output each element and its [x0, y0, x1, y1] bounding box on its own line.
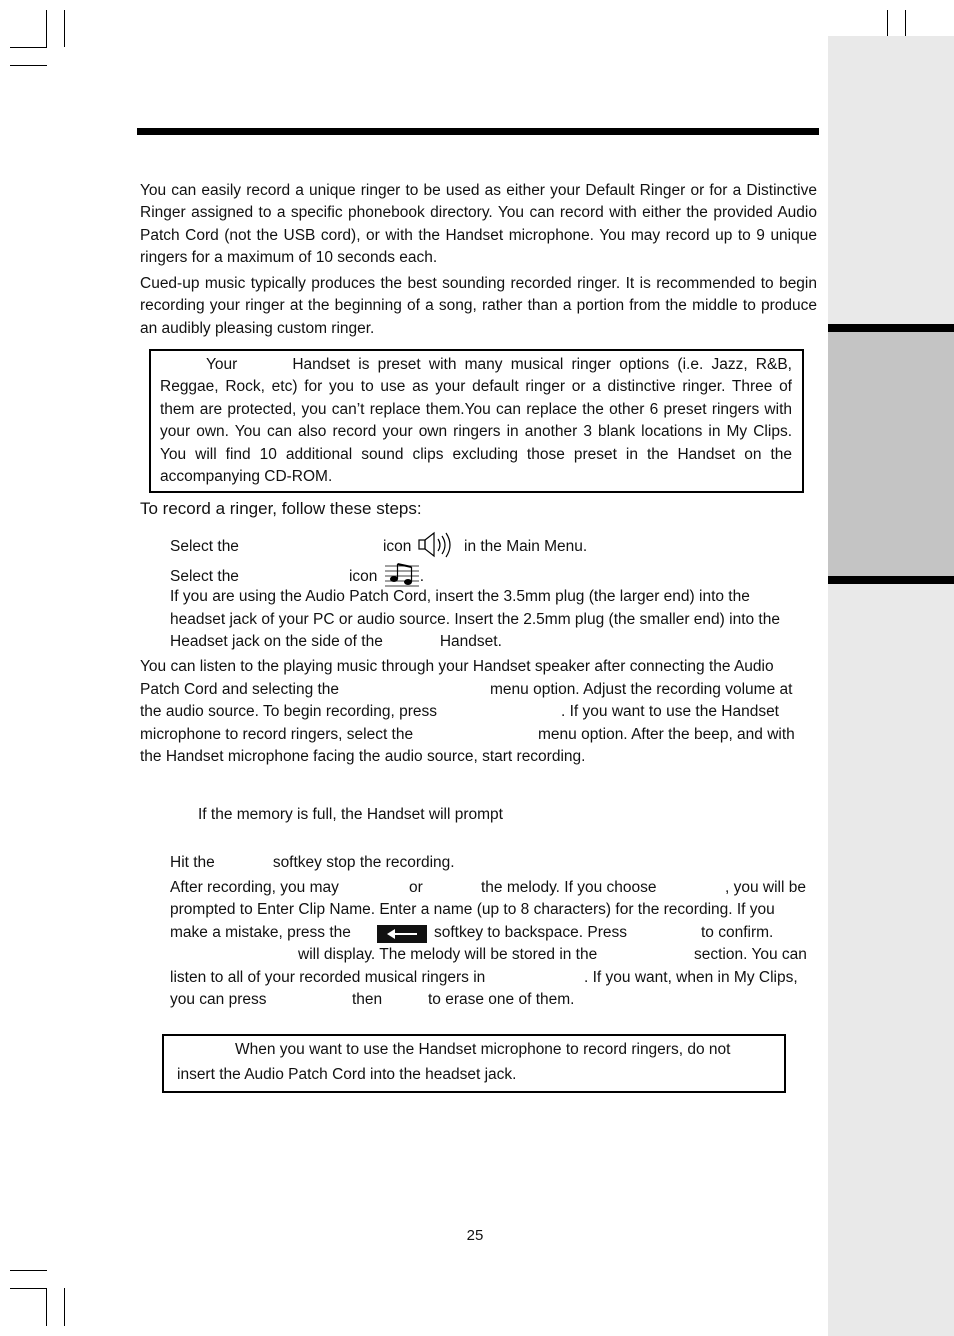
- after-line-1: [170, 877, 817, 899]
- after-line-1-b: or: [409, 879, 423, 896]
- section-tab-bottom-band: [828, 576, 954, 584]
- after-line-3-c: to confirm.: [701, 924, 774, 941]
- step-3-line-2: headset jack of your PC or audio source. Insert the 2.5mm plug (the smaller end) into the: [170, 611, 780, 628]
- after-line-6-b: then: [352, 991, 383, 1008]
- music-notes-icon: [384, 561, 420, 589]
- after-line-3: [170, 922, 817, 944]
- after-line-3-a: make a mistake, press the: [170, 924, 351, 941]
- section-tab-top-band: [828, 324, 954, 332]
- step-stop-a: Hit the: [170, 854, 215, 871]
- listen-line-5: the Handset microphone facing the audio source, start recording.: [140, 748, 586, 765]
- step-3-line-3: [170, 631, 502, 653]
- after-line-4-b: section. You can: [694, 946, 807, 963]
- steps-heading: To record a ringer, follow these steps:: [140, 499, 422, 518]
- step-1-text-a: Select the: [170, 538, 239, 555]
- step-2-text-a: Select the: [170, 568, 239, 585]
- note-box-1-body: Handset is preset with many musical ringer options (i.e. Jazz, R&B, Reggae, Rock, etc) for you to use as your default ringer or a distinctive ringer. Three of them are protected, you can’t replace them.You can replace the other 6 preset ringers with your own. You can also record your own ringers in another 3 blank locations in My Clips. You will find 10 additional sound clips excluding those preset in the Handset on the accompanying CD-ROM.: [160, 356, 792, 486]
- after-line-1-d: , you will be: [725, 879, 806, 896]
- listen-line-3-b: . If you want to use the Handset: [561, 703, 779, 720]
- note-box-2-line-2: insert the Audio Patch Cord into the headset jack.: [177, 1066, 517, 1083]
- speaker-icon: [418, 530, 458, 560]
- after-line-6: [170, 989, 817, 1011]
- intro-paragraph-2: Cued-up music typically produces the best sounding recorded ringer. It is recommended to begin recording your ringer at the beginning of a song, rather than a portion from the middle to produce an audibly pleasing custom ringer.: [140, 275, 817, 337]
- listen-line-2-a: Patch Cord and selecting the: [140, 681, 340, 698]
- after-line-2: prompted to Enter Clip Name. Enter a name (up to 8 characters) for the recording. If you: [170, 901, 775, 918]
- listen-line-1: You can listen to the playing music through your Handset speaker after connecting the Audio: [140, 658, 774, 675]
- after-line-4-a: will display. The melody will be stored in the: [298, 946, 598, 963]
- listen-line-4-b: menu option. After the beep, and with: [538, 726, 795, 743]
- note-box-microphone: [162, 1034, 786, 1093]
- step-stop-recording: [170, 852, 455, 874]
- step-2-text-c: .: [419, 568, 424, 585]
- header-rule: [137, 128, 819, 135]
- step-3-line-3-a: Headset jack on the side of the: [170, 633, 383, 650]
- listen-line-3: [140, 701, 817, 723]
- step-2: [170, 561, 424, 589]
- step-3-line-3-b: Handset.: [439, 633, 502, 650]
- listen-line-2-b: menu option. Adjust the recording volume at: [490, 681, 793, 698]
- memory-full-note: If the memory is full, the Handset will prompt: [198, 806, 503, 823]
- step-3-line-1: If you are using the Audio Patch Cord, insert the 3.5mm plug (the larger end) into the: [170, 588, 750, 605]
- step-stop-b: softkey stop the recording.: [272, 854, 455, 871]
- after-line-1-c: the melody. If you choose: [481, 879, 657, 896]
- step-1: [170, 530, 587, 560]
- after-line-1-a: After recording, you may: [170, 879, 339, 896]
- section-tab: [828, 324, 954, 584]
- step-1-text-c: in the Main Menu.: [464, 538, 588, 555]
- listen-line-2: [140, 679, 817, 701]
- note-box-1-lead: Your: [206, 356, 238, 373]
- listen-line-3-a: the audio source. To begin recording, press: [140, 703, 437, 720]
- step-1-text-b: icon: [382, 538, 412, 555]
- note-box-1-text: [160, 354, 792, 488]
- intro-paragraph-1: You can easily record a unique ringer to be used as either your Default Ringer or for a Distinctive Ringer assigned to a specific phonebook directory. You can record with either the provided Audio Patch Cord (not the USB cord), or with the Handset microphone. You may record up to 9 unique ringers for a maximum of 10 seconds each.: [140, 182, 817, 267]
- after-line-5-a: listen to all of your recorded musical ringers in: [170, 969, 486, 986]
- listen-line-4: [140, 724, 817, 746]
- after-line-6-a: you can press: [170, 991, 267, 1008]
- step-2-text-b: icon: [348, 568, 378, 585]
- note-box-2-line-1: When you want to use the Handset microphone to record ringers, do not: [235, 1041, 731, 1058]
- after-line-3-b: softkey to backspace. Press: [434, 924, 627, 941]
- after-line-5: [170, 967, 817, 989]
- backspace-key-icon: [377, 925, 427, 943]
- after-line-6-c: to erase one of them.: [428, 991, 575, 1008]
- page-number: 25: [466, 1227, 484, 1244]
- page-sidebar: [828, 36, 954, 1336]
- note-box-preset-ringers: [149, 349, 804, 493]
- after-line-5-b: . If you want, when in My Clips,: [584, 969, 798, 986]
- listen-line-4-a: microphone to record ringers, select the: [140, 726, 414, 743]
